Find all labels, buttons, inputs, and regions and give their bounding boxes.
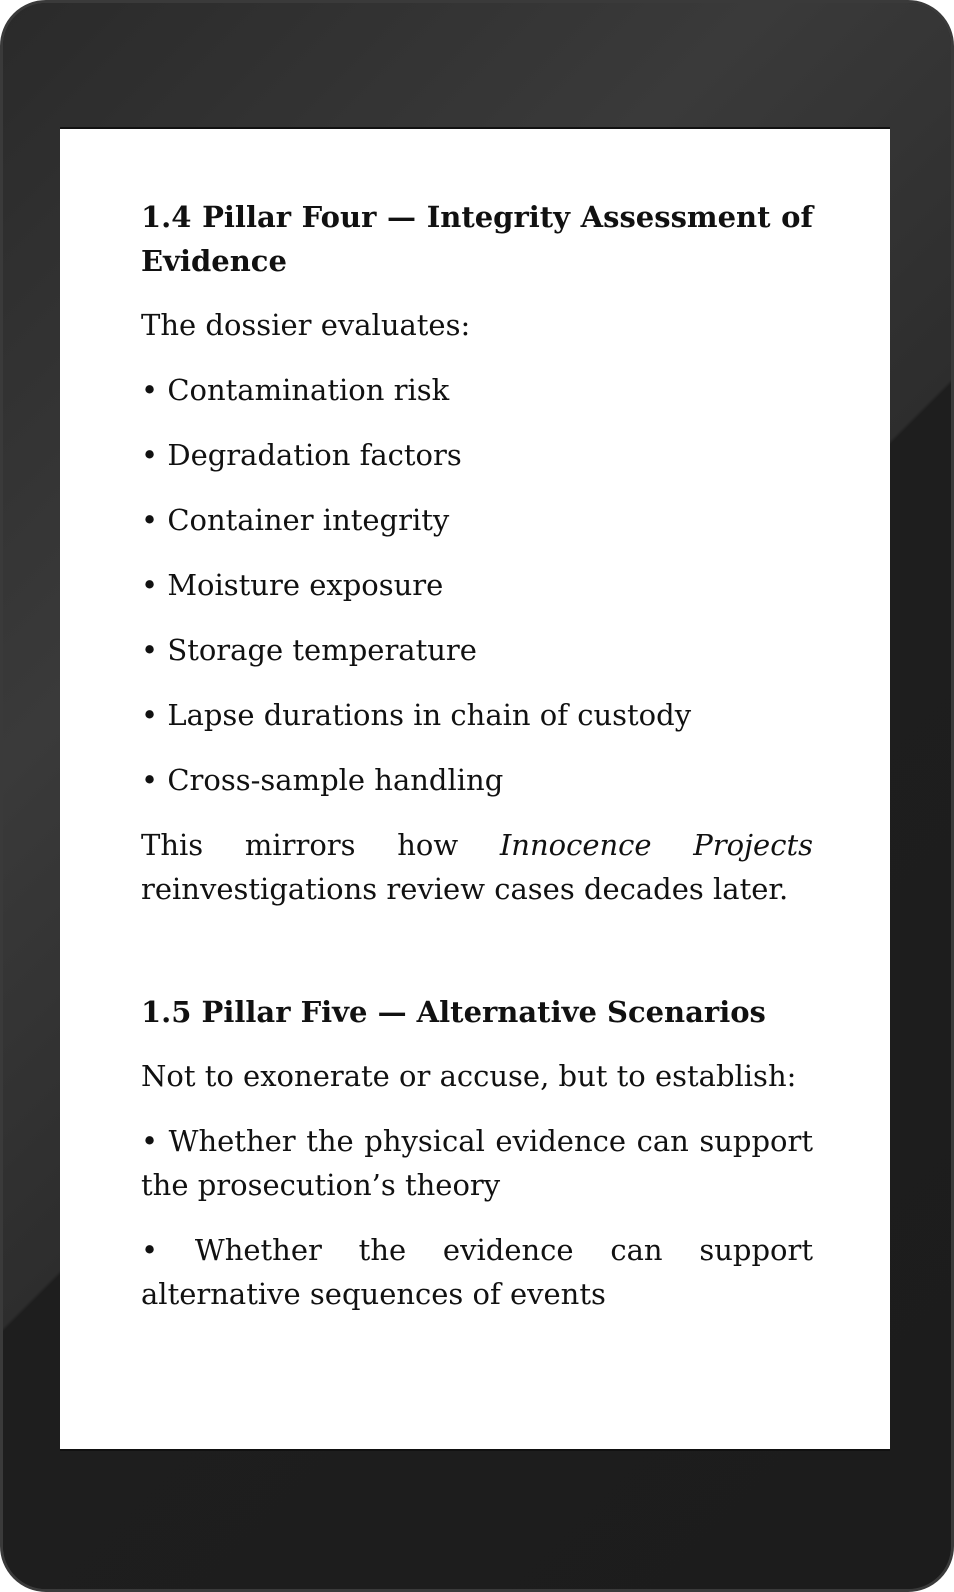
list-item: • Contamination risk xyxy=(141,373,450,407)
list-item: • Whether the physical evidence can support the prosecution’s theory xyxy=(141,1124,813,1202)
list-item: • Container integrity xyxy=(141,503,450,537)
list-item: • Storage temperature xyxy=(141,633,477,667)
section-closing-paragraph xyxy=(141,823,813,911)
closing-text-end: reinvestigations review cases decades later. xyxy=(141,872,789,906)
list-item: • Degradation factors xyxy=(141,438,462,472)
section-heading-pillar-five: 1.5 Pillar Five — Alternative Scenarios xyxy=(141,995,766,1029)
section-intro-pillar-four: The dossier evaluates: xyxy=(141,308,471,342)
section-heading-pillar-four: 1.4 Pillar Four — Integrity Assessment of Evidence xyxy=(141,200,813,278)
closing-text-start: This mirrors how xyxy=(141,828,500,862)
list-item: • Cross-sample handling xyxy=(141,763,504,797)
section-spacer xyxy=(141,932,813,990)
list-item: • Lapse durations in chain of custody xyxy=(141,698,692,732)
closing-text-italic: Innocence Projects xyxy=(499,828,813,862)
book-page xyxy=(141,195,813,1337)
list-item: • Whether the evidence can support alternative sequences of events xyxy=(141,1233,813,1311)
section-intro-pillar-five: Not to exonerate or accuse, but to establish: xyxy=(141,1059,797,1093)
list-item: • Moisture exposure xyxy=(141,568,444,602)
reader-screen[interactable] xyxy=(60,127,890,1451)
